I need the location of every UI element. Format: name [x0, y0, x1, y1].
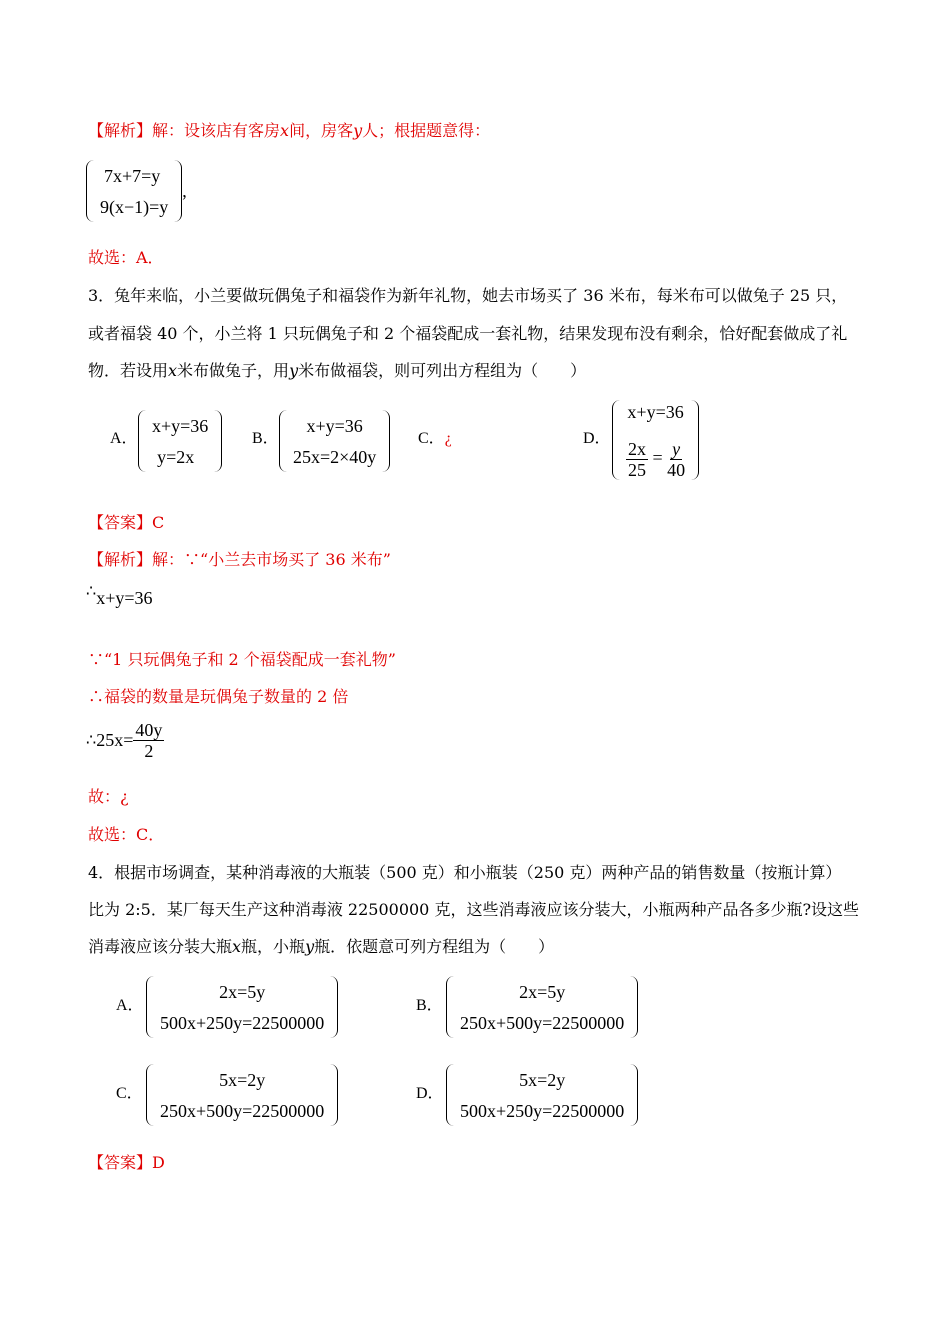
q2-choice: 故选：A． [88, 248, 164, 267]
q3-option-b-label[interactable]: B． [252, 430, 279, 447]
q4-option-a-system[interactable]: 2x=5y 500x+250y=22500000 [146, 976, 338, 1038]
q3-therefore-double: ∴福袋的数量是玩偶兔子数量的 2 倍 [88, 687, 349, 706]
q4-option-c-label[interactable]: C． [116, 1085, 143, 1102]
q3-option-b-system[interactable]: x+y=36 25x=2×40y [279, 410, 390, 472]
q3-fraction-equation: ∴25x= $\frac{40y}{2}$ [86, 720, 163, 761]
q3-analysis: 【解析】解：∵“小兰去市场买了 36 米布” [88, 550, 391, 569]
q4-option-c-system[interactable]: 5x=2y 250x+500y=22500000 [146, 1064, 338, 1126]
q2-eq2: 9(x−1)=y [100, 196, 169, 217]
q4-stem-line3: 消毒液应该分装大瓶x瓶，小瓶y瓶．依题意可列方程组为（ ） [88, 937, 555, 956]
q3-option-c-label[interactable]: C．¿ [418, 430, 452, 447]
q4-option-b-label[interactable]: B． [416, 997, 443, 1014]
q3-option-a-system[interactable]: x+y=36 y=2x [138, 410, 222, 472]
q3-option-d-system[interactable]: x+y=36 $\frac{2x}{25}$ = $\frac{y}{40}$ [612, 400, 699, 480]
q4-option-a-label[interactable]: A． [116, 997, 144, 1014]
q3-stem-line2: 或者福袋 40 个，小兰将 1 只玩偶兔子和 2 个福袋配成一套礼物，结果发现布没有剩余，恰好配套做成了礼 [88, 324, 848, 343]
q4-stem-line2: 比为 2:5．某厂每天生产这种消毒液 22500000 克，这些消毒液应该分装大，小瓶两种产品各多少瓶?设这些 [88, 900, 860, 919]
q4-stem-line1: 4．根据市场调查，某种消毒液的大瓶装（500 克）和小瓶装（250 克）两种产品的销售数量（按瓶计算） [88, 863, 842, 882]
q3-option-d-label[interactable]: D． [583, 430, 611, 447]
q4-option-d-system[interactable]: 5x=2y 500x+250y=22500000 [446, 1064, 638, 1126]
q3-so: 故：¿ [88, 787, 129, 806]
q3-answer: 【答案】C [88, 513, 165, 532]
q4-option-d-label[interactable]: D． [416, 1085, 444, 1102]
q2-analysis-line: 【解析】解：设该店有客房x间，房客y人；根据题意得： [88, 121, 491, 140]
q2-equation-system: 7x+7=y 9(x−1)=y , [86, 160, 187, 222]
q3-choice: 故选：C． [88, 825, 165, 844]
q3-stem-line3: 物．若设用x米布做兔子，用y米布做福袋，则可列出方程组为（ ） [88, 361, 587, 380]
q3-because-set: ∵“1 只玩偶兔子和 2 个福袋配成一套礼物” [88, 650, 396, 669]
q3-option-a-label[interactable]: A． [110, 430, 138, 447]
analysis-label: 【解析】 [88, 121, 153, 140]
q2-eq1: 7x+7=y [104, 165, 161, 186]
q3-therefore-sum: ∴x+y=36 [86, 581, 153, 608]
q4-answer: 【答案】D [88, 1153, 165, 1172]
missing-glyph: ¿ [444, 430, 452, 447]
q3-stem-line1: 3．兔年来临，小兰要做玩偶兔子和福袋作为新年礼物，她去市场买了 36 米布，每米布可以做兔子 25 只， [88, 286, 848, 305]
q4-option-b-system[interactable]: 2x=5y 250x+500y=22500000 [446, 976, 638, 1038]
